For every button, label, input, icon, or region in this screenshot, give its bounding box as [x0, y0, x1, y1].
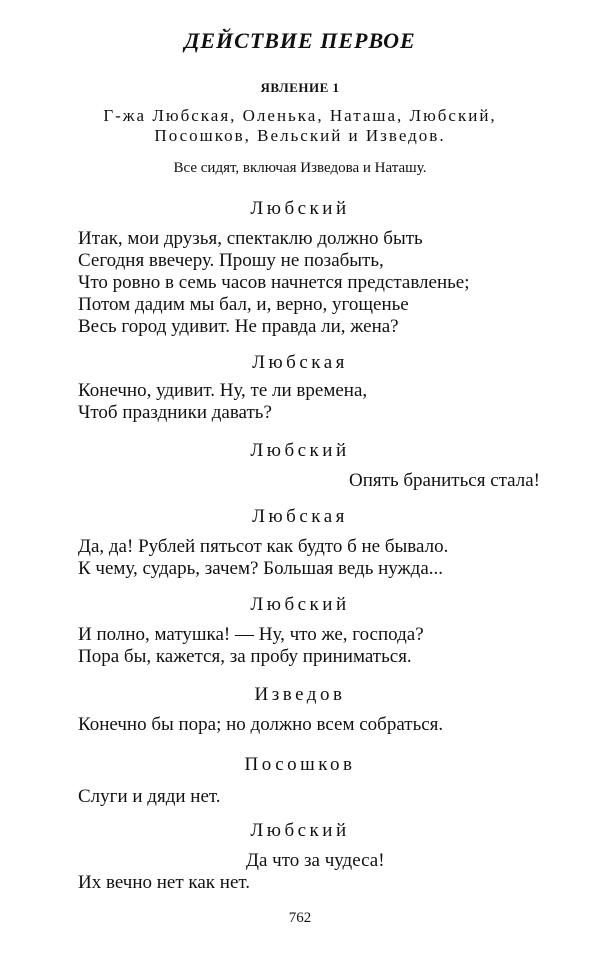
verse-line: Конечно, удивит. Ну, те ли времена, [78, 380, 368, 401]
stage-direction: Все сидят, включая Изведова и Наташу. [173, 160, 427, 176]
verse-line: Чтоб праздники давать? [78, 402, 272, 423]
page-number: 762 [288, 910, 312, 926]
cast-line: Г-жа Любская, Оленька, Наташа, Любский, [103, 106, 497, 125]
verse-line: Конечно бы пора; но должно всем собраться. [78, 714, 444, 735]
verse-line: Слуги и дяди нет. [78, 786, 221, 807]
verse-line: Итак, мои друзья, спектаклю должно быть [78, 228, 423, 249]
verse-line: Пора бы, кажется, за пробу приниматься. [78, 646, 412, 667]
verse-line: К чему, сударь, зачем? Большая ведь нужда... [78, 558, 444, 579]
speaker-name: Посошков [244, 754, 356, 775]
cast-line: Посошков, Вельский и Изведов. [154, 126, 446, 145]
verse-line: Потом дадим мы бал, и, верно, угощенье [78, 294, 409, 315]
verse-line: Их вечно нет как нет. [78, 872, 251, 893]
verse-line: Опять браниться стала! [349, 470, 540, 491]
verse-line: Что ровно в семь часов начнется представленье; [78, 272, 470, 293]
verse-line: Весь город удивит. Не правда ли, жена? [78, 316, 399, 337]
verse-line: Да что за чудеса! [246, 850, 385, 871]
verse-line: Да, да! Рублей пятьсот как будто б не бывало. [78, 536, 449, 557]
cast-list [40, 106, 560, 146]
speaker-name: Любский [250, 440, 350, 461]
speaker-name: Любский [250, 198, 350, 219]
verse-line: Сегодня ввечеру. Прошу не позабыть, [78, 250, 384, 271]
speaker-name: Любская [252, 506, 348, 527]
act-title: ДЕЙСТВИЕ ПЕРВОЕ [184, 28, 416, 53]
verse-line: И полно, матушка! — Ну, что же, господа? [78, 624, 424, 645]
speaker-name: Любская [252, 352, 348, 373]
scene-title: ЯВЛЕНИЕ 1 [260, 80, 340, 95]
speaker-name: Любский [250, 820, 350, 841]
speaker-name: Любский [250, 594, 350, 615]
speaker-name: Изведов [254, 684, 346, 705]
